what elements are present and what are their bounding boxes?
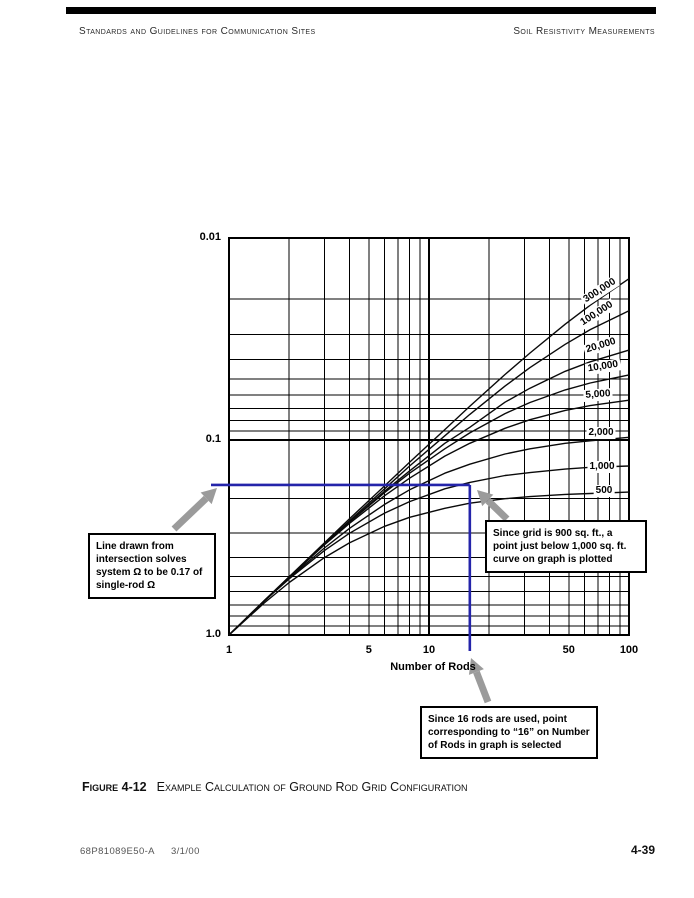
x-tick-label-1: 1	[225, 644, 233, 656]
footer-doc-number: 68P81089E50-A	[80, 846, 155, 857]
footer-page-number: 4-39	[630, 843, 655, 857]
x-tick-label-50: 50	[562, 644, 575, 656]
gray-arrow-to-plotted-point	[477, 490, 507, 519]
curve-label-2000: 2,000	[588, 427, 614, 438]
x-tick-label-10: 10	[422, 644, 436, 656]
x-axis-title: Number of Rods	[390, 661, 476, 673]
callout-grid-area: Since grid is 900 sq. ft., a point just below 1,000 sq. ft. curve on graph is plotted	[485, 520, 647, 573]
curve-label-1000: 1,000	[589, 461, 615, 472]
curve-label-300000: 300,000	[580, 275, 620, 307]
curve-label-5000: 5,000	[583, 388, 613, 402]
curve-label-20000: 20,000	[583, 335, 620, 357]
x-tick-label-100: 100	[619, 644, 639, 656]
header-right-title: Soil Resistivity Measurements	[513, 26, 655, 37]
callout-rods-selected: Since 16 rods are used, point corresponding to “16” on Number of Rods in graph is selected	[420, 706, 598, 759]
y-tick-label-1.0: 1.0	[205, 628, 221, 640]
curve-label-100000: 100,000	[577, 298, 617, 330]
y-tick-label-0.01: 0.01	[199, 231, 221, 243]
figure-caption-text: Example Calculation of Ground Rod Grid Configuration	[156, 780, 468, 794]
figure-caption-label: Figure 4-12	[82, 780, 147, 794]
callout-intersection: Line drawn from intersection solves system Ω to be 0.17 of single-rod Ω	[88, 533, 216, 599]
gray-arrow-to-intersection-left	[174, 488, 217, 529]
curve-label-500: 500	[595, 485, 613, 496]
header-left-title: Standards and Guidelines for Communication Sites	[79, 26, 316, 37]
x-tick-label-5: 5	[365, 644, 372, 656]
curve-label-10000: 10,000	[585, 358, 621, 375]
y-tick-label-0.1: 0.1	[205, 433, 221, 445]
footer-date: 3/1/00	[170, 846, 200, 857]
